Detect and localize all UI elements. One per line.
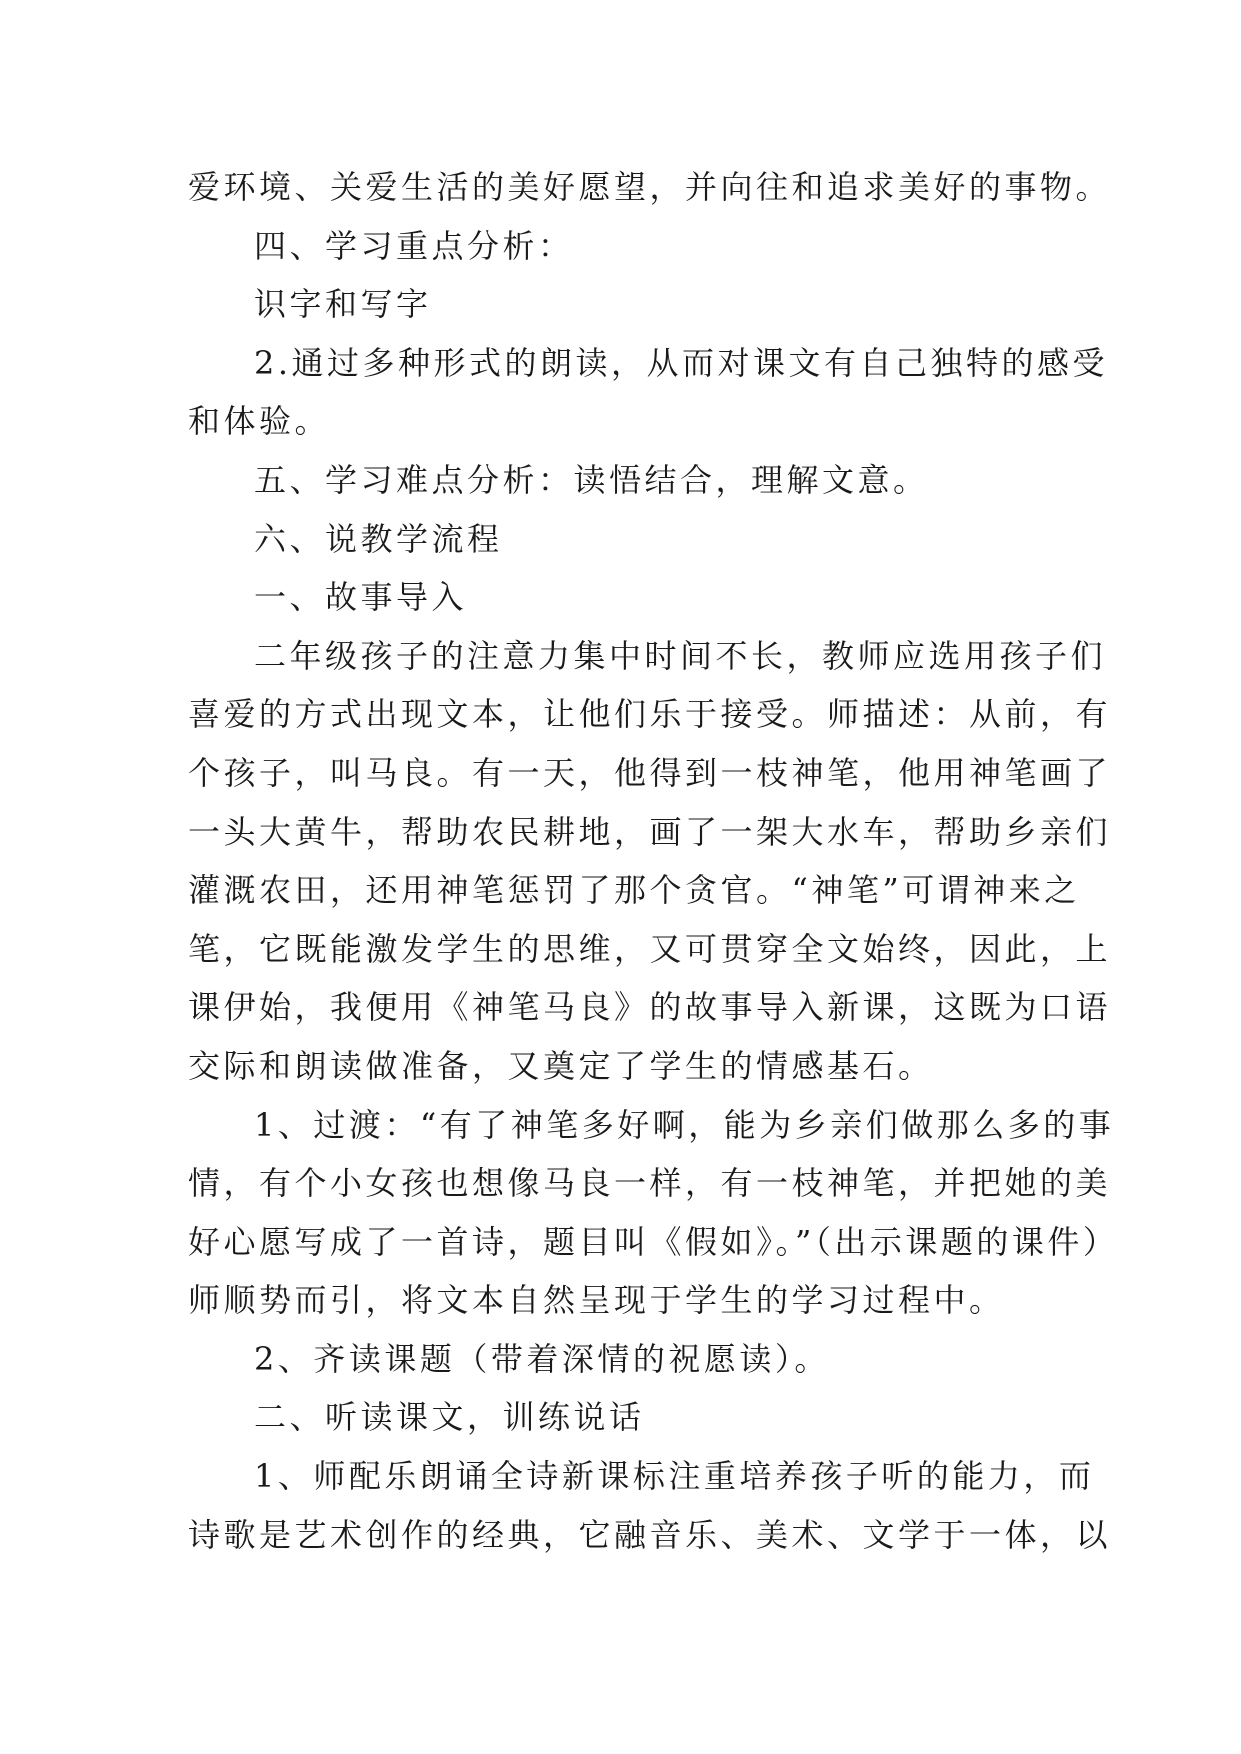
- section-heading: 二、听读课文，训练说话: [254, 1398, 645, 1437]
- text-line: 师顺势而引，将文本自然呈现于学生的学习过程中。: [188, 1281, 1005, 1320]
- text-line: 1、师配乐朗诵全诗新课标注重培养孩子听的能力，而: [254, 1457, 1095, 1496]
- document-body: [188, 158, 1119, 1564]
- text-line: 个孩子，叫马良。有一天，他得到一枝神笔，他用神笔画了: [188, 753, 1112, 792]
- text-line: 1、过渡：“有了神笔多好啊，能为乡亲们做那么多的事: [254, 1105, 1115, 1144]
- text-line: 2.通过多种形式的朗读，从而对课文有自己独特的感受: [254, 343, 1109, 382]
- text-line: 情，有个小女孩也想像马良一样，有一枝神笔，并把她的美: [188, 1164, 1112, 1203]
- text-line: 2、齐读课题（带着深情的祝愿读）。: [254, 1339, 830, 1378]
- text-line: 课伊始，我便用《神笔马良》的故事导入新课，这既为口语: [188, 988, 1112, 1027]
- text-line: 交际和朗读做准备，又奠定了学生的情感基石。: [188, 1046, 934, 1085]
- text-line: 二年级孩子的注意力集中时间不长，教师应选用孩子们: [254, 636, 1107, 675]
- text-line: 一头大黄牛，帮助农民耕地，画了一架大水车，帮助乡亲们: [188, 812, 1112, 851]
- text-line: 笔，它既能激发学生的思维，又可贯穿全文始终，因此，上: [188, 929, 1112, 968]
- section-heading: 四、学习重点分析：: [254, 226, 574, 265]
- section-heading: 五、学习难点分析：读悟结合，理解文意。: [254, 460, 929, 499]
- text-line: 爱环境、关爱生活的美好愿望，并向往和追求美好的事物。: [188, 168, 1112, 206]
- text-line: 识字和写字: [254, 285, 432, 324]
- section-heading: 六、说教学流程: [254, 519, 503, 558]
- text-line: 诗歌是艺术创作的经典，它融音乐、美术、文学于一体，以: [188, 1515, 1112, 1554]
- section-heading: 一、故事导入: [254, 578, 468, 617]
- text-line: 灌溉农田，还用神笔惩罚了那个贪官。“神笔”可谓神来之: [188, 871, 1080, 910]
- text-line: 好心愿写成了一首诗，题目叫《假如》。”（出示课题的课件）: [188, 1222, 1119, 1261]
- text-line: 喜爱的方式出现文本，让他们乐于接受。师描述：从前，有: [188, 695, 1112, 734]
- text-line: 和体验。: [188, 402, 331, 441]
